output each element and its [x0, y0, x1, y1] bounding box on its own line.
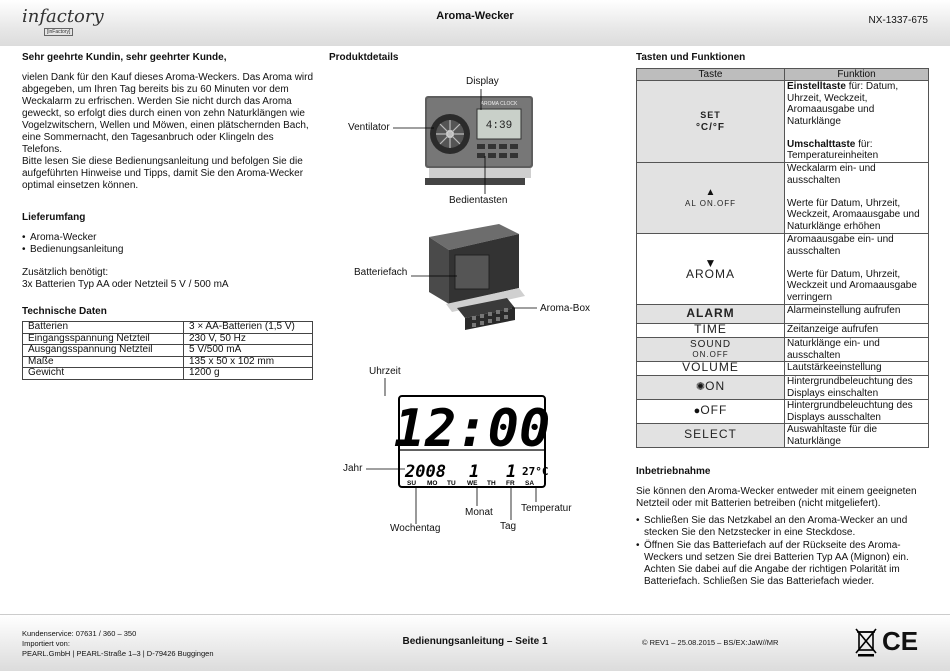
label-temperature: Temperatur	[521, 503, 572, 514]
key-label: OFF	[700, 403, 728, 418]
function-cell: Auswahltaste für die Naturklänge	[785, 424, 929, 448]
column-middle	[329, 52, 619, 612]
key-label: VOLUME	[682, 360, 739, 375]
key-select	[637, 424, 785, 448]
list-item: • Öffnen Sie das Batteriefach auf der Rückseite des Aroma-Weckers und setzen Sie drei Batterien Typ AA (Mignon) ein. Achten Sie dabei auf die Angabe der richtigen Polarität im Batteriefach. Schließen Sie das Batteriefach wieder.	[636, 540, 928, 588]
function-cell: Zeitanzeige aufrufen	[785, 324, 929, 338]
key-time	[637, 324, 785, 338]
list-item: • Schließen Sie das Netzkabel an den Aroma-Wecker an und stecken Sie den Netzstecker in eine Steckdose.	[636, 515, 928, 539]
lcd-year: 2008	[405, 462, 446, 482]
product-illustration	[329, 52, 619, 612]
key-label-secondary: ON.OFF	[692, 350, 729, 359]
table-row	[637, 163, 929, 234]
table-row	[637, 376, 929, 400]
column-right	[636, 52, 928, 589]
page-label: Bedienungsanleitung – Seite 1	[402, 636, 548, 647]
table-cell: Ausgangsspannung Netzteil	[23, 345, 184, 357]
key-label: SET	[700, 110, 721, 120]
startup-list	[636, 515, 928, 588]
table-cell: Batterien	[23, 322, 184, 334]
ce-mark: CE	[882, 626, 919, 656]
table-row	[637, 81, 929, 163]
label-year: Jahr	[343, 463, 363, 474]
list-item: • Aroma-Wecker	[22, 232, 314, 244]
table-cell: Gewicht	[23, 368, 184, 380]
key-volume	[637, 362, 785, 376]
delivery-list	[22, 232, 314, 256]
function-cell	[785, 81, 929, 163]
column-header-key: Taste	[637, 69, 785, 81]
revision: © REV1 – 25.08.2015 – BS/EX:JaW//MR	[642, 638, 779, 647]
lcd-weekday: WE	[467, 480, 478, 487]
function-title: Umschalttaste	[787, 138, 856, 150]
lcd-weekday: TH	[487, 480, 496, 487]
function-text: Weckalarm ein- und ausschalten	[787, 163, 876, 186]
key-label: AROMA	[685, 267, 735, 281]
tech-table	[22, 321, 313, 380]
lightbulb-icon: ●	[693, 405, 701, 418]
weee-bin-icon	[855, 627, 877, 657]
key-sound	[637, 338, 785, 362]
column-left	[22, 52, 314, 380]
up-arrow-icon: ▲	[705, 186, 716, 198]
function-cell: Lautstärkeeinstellung	[785, 362, 929, 376]
table-row	[637, 338, 929, 362]
table-cell: 1200 g	[184, 368, 313, 380]
function-cell: Alarmeinstellung aufrufen	[785, 305, 929, 324]
label-day: Tag	[500, 521, 517, 532]
table-row	[637, 362, 929, 376]
delivery-heading: Lieferumfang	[22, 212, 86, 223]
function-text: für: Datum, Uhrzeit, Weckzeit, Aromaausgabe und Naturklänge	[787, 81, 899, 127]
key-light-on	[637, 376, 785, 400]
clock-back-image	[411, 224, 537, 330]
document-title: Aroma-Wecker	[436, 10, 514, 22]
label-display: Display	[466, 76, 499, 87]
table-row	[23, 322, 313, 334]
key-light-off	[637, 400, 785, 424]
lcd-weekday: SU	[407, 480, 417, 487]
page-footer	[0, 614, 950, 671]
function-cell: Hintergrundbeleuchtung des Displays einschalten	[785, 376, 929, 400]
lcd-time: 12:00	[393, 399, 551, 459]
intro-paragraph: vielen Dank für den Kauf dieses Aroma-Weckers. Das Aroma wird abgegeben, um Ihren Tag bereits bis zu 60 Minuten vor dem Weckalarm zu erfrischen. Werden Sie nicht durch das Aroma geweckt, so erfolgt dies durch einen von zehn Naturklängen wie Vogelzwitschern, Wellen und Möwen, einen plätschernden Bach, eine Sommernacht, den Tagesanbruch oder Klingeln des Telefons.	[22, 72, 314, 155]
importer-label: Importiert von:	[22, 639, 70, 648]
extra-text: 3x Batterien Typ AA oder Netzteil 5 V / 500 mA	[22, 279, 229, 290]
tech-heading: Technische Daten	[22, 306, 107, 317]
clock-front-image	[393, 89, 533, 194]
key-al-onoff	[637, 163, 785, 234]
key-aroma	[637, 234, 785, 305]
function-cell	[785, 234, 929, 305]
lcd-weekday: MO	[427, 480, 438, 487]
table-row	[23, 356, 313, 368]
label-battery: Batteriefach	[354, 267, 408, 278]
table-row	[637, 324, 929, 338]
extra-label: Zusätzlich benötigt:	[22, 267, 109, 278]
key-label: ON	[705, 379, 726, 394]
function-text: Werte für Datum, Uhrzeit, Weckzeit, Aromaausgabe und Naturklänge erhöhen	[787, 197, 920, 232]
table-cell: Maße	[23, 356, 184, 368]
key-label: SELECT	[684, 427, 737, 442]
column-header-function: Funktion	[785, 69, 929, 81]
table-row	[637, 305, 929, 324]
intro-paragraph-2: Bitte lesen Sie diese Bedienungsanleitung und befolgen Sie die aufgeführten Hinweise und Tipps, damit Sie den Aroma-Wecker optimal einsetzen können.	[22, 156, 304, 191]
function-text: für: Temperatureinheiten	[787, 138, 879, 161]
startup-text: Sie können den Aroma-Wecker entweder mit einem geeigneten Netzteil oder mit Batterien betreiben (nicht mitgeliefert).	[636, 486, 917, 509]
function-text: Werte für Datum, Uhrzeit, Weckzeit und Aromaausgabe verringern	[787, 268, 917, 303]
customer-service: Kundenservice: 07631 / 360 – 350	[22, 629, 137, 638]
product-heading: Produktdetails	[329, 52, 399, 63]
importer-address: PEARL.GmbH | PEARL-Straße 1–3 | D-79426 Buggingen	[22, 649, 214, 658]
key-label-secondary: °C/°F	[695, 121, 726, 133]
label-buttons: Bedientasten	[449, 195, 508, 206]
table-cell: Eingangsspannung Netzteil	[23, 333, 184, 345]
lcd-day: 1	[506, 462, 517, 482]
label-fan: Ventilator	[348, 122, 390, 133]
function-cell	[785, 163, 929, 234]
function-cell: Hintergrundbeleuchtung des Displays ausschalten	[785, 400, 929, 424]
greeting-heading: Sehr geehrte Kundin, sehr geehrter Kunde,	[22, 52, 227, 63]
list-item: • Bedienungsanleitung	[22, 244, 314, 256]
table-cell: 230 V, 50 Hz	[184, 333, 313, 345]
table-cell: 3 × AA-Batterien (1,5 V)	[184, 322, 313, 334]
key-set	[637, 81, 785, 163]
brand-logo-sub: [inFactory]	[44, 28, 73, 36]
clock-brand: AROMA CLOCK	[480, 101, 518, 107]
key-label: TIME	[694, 322, 727, 337]
label-time: Uhrzeit	[369, 366, 401, 377]
key-label: AL ON.OFF	[685, 199, 736, 208]
page-header	[0, 0, 950, 46]
lcd-weekday: SA	[525, 480, 535, 487]
table-row	[23, 333, 313, 345]
function-text: Aromaausgabe ein- und ausschalten	[787, 234, 894, 257]
label-month: Monat	[465, 507, 493, 518]
key-alarm	[637, 305, 785, 324]
brand-logo: infactory	[22, 6, 104, 27]
table-row	[23, 345, 313, 357]
label-aromabox: Aroma-Box	[540, 303, 591, 314]
table-row	[637, 234, 929, 305]
function-title: Einstelltaste	[787, 81, 846, 92]
function-cell: Naturklänge ein- und ausschalten	[785, 338, 929, 362]
startup-heading: Inbetriebnahme	[636, 466, 711, 477]
down-arrow-icon: ▼	[704, 255, 717, 270]
table-cell: 5 V/500 mA	[184, 345, 313, 357]
lcd-temp: 27°C	[522, 465, 549, 478]
table-cell: 135 x 50 x 102 mm	[184, 356, 313, 368]
lcd-month: 1	[469, 462, 480, 482]
table-row	[23, 368, 313, 380]
table-header-row	[637, 69, 929, 81]
key-label: ALARM	[686, 305, 735, 320]
table-row	[637, 400, 929, 424]
clock-small-time: 4:39	[485, 120, 513, 132]
lcd-weekday: TU	[447, 480, 456, 487]
keys-table	[636, 68, 929, 448]
lightbulb-icon: ✺	[695, 381, 706, 394]
lcd-weekday: FR	[506, 480, 515, 487]
label-weekday: Wochentag	[390, 523, 441, 534]
key-label: SOUND	[689, 339, 732, 350]
product-code: NX-1337-675	[868, 15, 928, 26]
keys-heading: Tasten und Funktionen	[636, 52, 746, 63]
table-row	[637, 424, 929, 448]
